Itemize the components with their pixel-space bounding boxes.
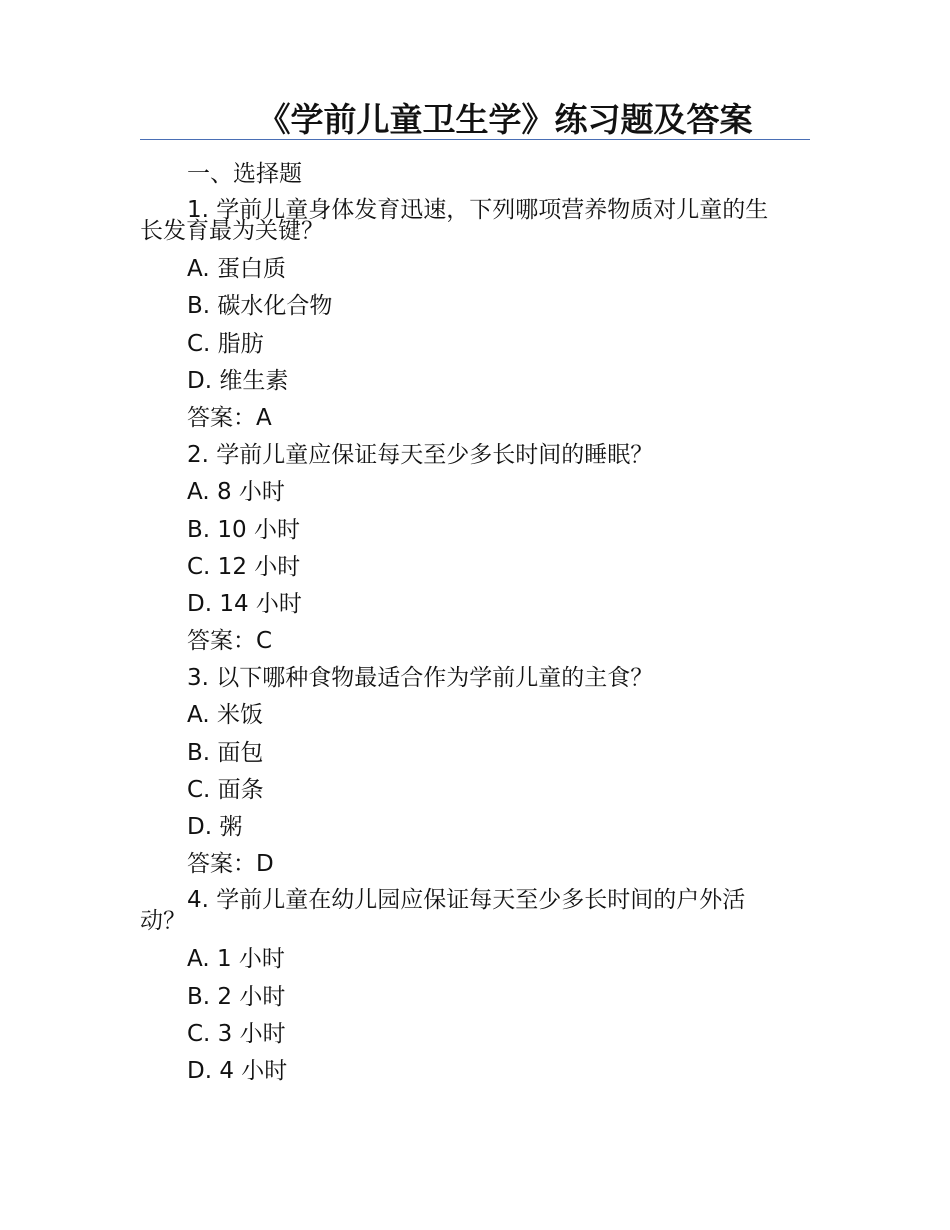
section-heading: 一、选择题 [187, 161, 302, 187]
document-body [140, 156, 810, 1090]
question-4 [140, 883, 810, 941]
question-1 [140, 193, 810, 251]
question-3-option-c: C. 面条 [187, 776, 264, 803]
question-1-option-a: A. 蛋白质 [187, 256, 286, 283]
question-3-answer: 答案：D [187, 851, 274, 878]
question-3-option-d: D. 粥 [187, 814, 243, 840]
question-1-option-d: D. 维生素 [187, 367, 289, 394]
question-1-answer: 答案：A [187, 404, 272, 431]
question-1-line-2: 长发育最为关键？ [140, 218, 324, 245]
question-3-option-b: B. 面包 [187, 739, 264, 766]
document-title: 《学前儿童卫生学》练习题及答案 [257, 100, 753, 139]
question-1-option-c: C. 脂肪 [187, 330, 264, 357]
question-4-option-d: D. 4 小时 [187, 1057, 288, 1084]
question-2-answer: 答案：C [187, 628, 273, 655]
question-2-option-a: A. 8 小时 [187, 479, 285, 506]
question-2-option-d: D. 14 小时 [187, 590, 302, 617]
question-2-option-c: C. 12 小时 [187, 553, 301, 580]
question-4-line-1: 4. 学前儿童在幼儿园应保证每天至少多长时间的户外活 [187, 887, 746, 914]
title-underline [140, 139, 810, 140]
question-4-option-a: A. 1 小时 [187, 946, 285, 973]
question-2: 2. 学前儿童应保证每天至少多长时间的睡眠？ [187, 442, 654, 469]
question-4-option-c: C. 3 小时 [187, 1020, 286, 1047]
question-1-option-b: B. 碳水化合物 [187, 293, 333, 320]
question-3-option-a: A. 米饭 [187, 702, 263, 729]
question-1-line-1: 1. 学前儿童身体发育迅速，下列哪项营养物质对儿童的生 [187, 197, 769, 224]
question-3: 3. 以下哪种食物最适合作为学前儿童的主食？ [187, 665, 654, 692]
question-4-line-2: 动？ [140, 908, 186, 935]
question-4-option-b: B. 2 小时 [187, 983, 286, 1010]
question-2-option-b: B. 10 小时 [187, 516, 300, 543]
